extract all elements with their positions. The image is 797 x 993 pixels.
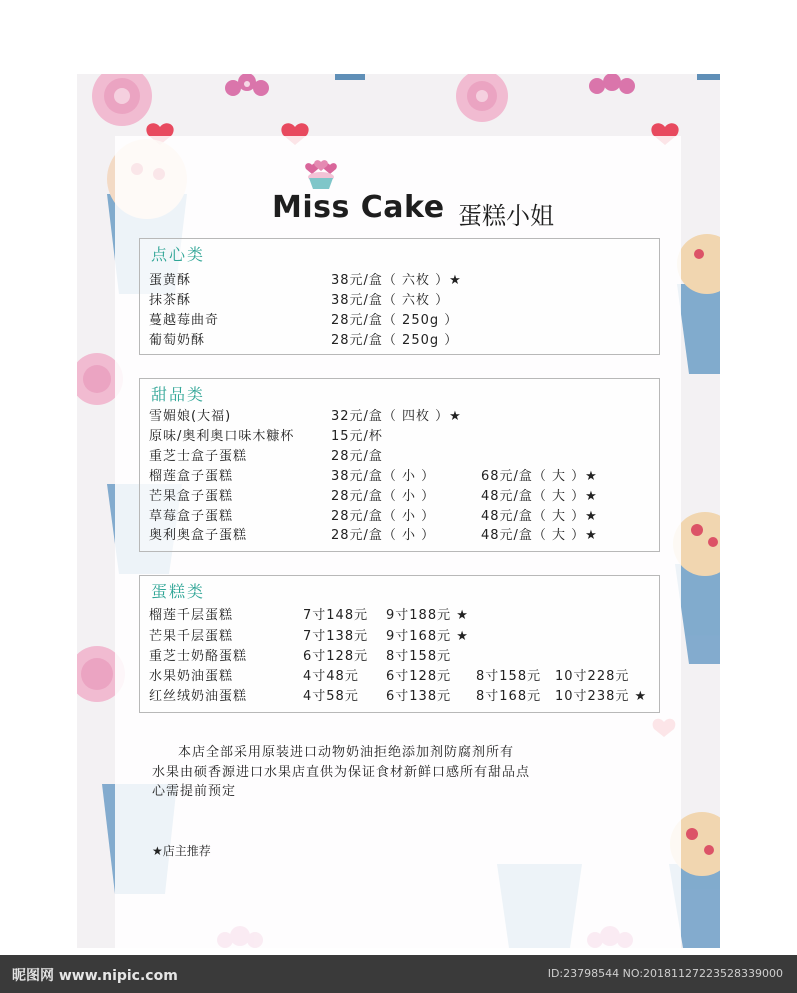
item-price-large: 48元/盒（ 大 ）★ xyxy=(481,528,598,543)
size-price: 4寸48元 xyxy=(303,669,359,684)
flower-icon xyxy=(589,74,635,94)
size-price: 8寸158元 xyxy=(476,669,542,684)
item-price: 32元/盒（ 四枚 ）★ xyxy=(331,409,462,424)
brand-title: Miss Cake xyxy=(272,190,445,225)
size-price: 8寸168元 xyxy=(476,689,542,704)
item-price-large: 48元/盒（ 大 ）★ xyxy=(481,489,598,504)
size-price: 9寸188元 ★ xyxy=(386,608,469,623)
item-name: 芒果盒子蛋糕 xyxy=(149,489,234,504)
item-name: 重芝士奶酪蛋糕 xyxy=(149,649,248,664)
item-name: 红丝绒奶油蛋糕 xyxy=(149,689,248,704)
shop-note: 心需提前预定 xyxy=(152,784,237,799)
flower-icon xyxy=(225,74,269,96)
section-title: 点心类 xyxy=(151,245,206,264)
size-price: 6寸128元 xyxy=(386,669,452,684)
item-name: 奥利奥盒子蛋糕 xyxy=(149,528,248,543)
item-price: 28元/盒（ 250g ） xyxy=(331,333,459,348)
item-price: 28元/盒（ 250g ） xyxy=(331,313,459,328)
item-price: 38元/盒（ 六枚 ）★ xyxy=(331,273,462,288)
brand-title-cn: 蛋糕小姐 xyxy=(458,202,554,230)
size-price: 8寸158元 xyxy=(386,649,452,664)
item-name: 榴莲千层蛋糕 xyxy=(149,608,234,623)
item-name: 蛋黄酥 xyxy=(149,273,192,288)
watermark-bar xyxy=(0,955,797,993)
item-name: 葡萄奶酥 xyxy=(149,333,206,348)
size-price: 6寸138元 xyxy=(386,689,452,704)
rose-icon xyxy=(92,74,152,126)
size-price: 7寸138元 xyxy=(303,629,369,644)
watermark-site: 昵图网 www.nipic.com xyxy=(12,968,178,984)
size-price: 10寸238元 ★ xyxy=(555,689,648,704)
item-price: 28元/盒（ 小 ） xyxy=(331,528,436,543)
item-price: 38元/盒（ 小 ） xyxy=(331,469,436,484)
size-price: 10寸228元 xyxy=(555,669,630,684)
item-price: 15元/杯 xyxy=(331,429,383,444)
size-price: 4寸58元 xyxy=(303,689,359,704)
cupcake-icon xyxy=(677,234,720,374)
item-name: 水果奶油蛋糕 xyxy=(149,669,234,684)
shop-note: 水果由硕香源进口水果店直供为保证食材新鲜口感所有甜品点 xyxy=(152,765,531,780)
size-price: 7寸148元 xyxy=(303,608,369,623)
cupcake-hearts-icon xyxy=(304,158,338,190)
item-name: 芒果千层蛋糕 xyxy=(149,629,234,644)
recommend-legend: ★店主推荐 xyxy=(152,844,211,858)
size-price: 6寸128元 xyxy=(303,649,369,664)
item-name: 原味/奥利奥口味木糠杯 xyxy=(149,429,295,444)
item-price: 28元/盒（ 小 ） xyxy=(331,509,436,524)
item-price: 28元/盒 xyxy=(331,449,383,464)
item-name: 榴莲盒子蛋糕 xyxy=(149,469,234,484)
shop-note: 本店全部采用原装进口动物奶油拒绝添加剂防腐剂所有 xyxy=(178,745,515,760)
section-title: 蛋糕类 xyxy=(151,582,206,601)
item-name: 抹茶酥 xyxy=(149,293,192,308)
rose-icon xyxy=(456,74,508,122)
size-price: 9寸168元 ★ xyxy=(386,629,469,644)
item-price: 28元/盒（ 小 ） xyxy=(331,489,436,504)
item-name: 重芝士盒子蛋糕 xyxy=(149,449,248,464)
item-name: 草莓盒子蛋糕 xyxy=(149,509,234,524)
item-name: 蔓越莓曲奇 xyxy=(149,313,220,328)
item-price-large: 68元/盒（ 大 ）★ xyxy=(481,469,598,484)
item-price: 38元/盒（ 六枚 ） xyxy=(331,293,450,308)
item-price-large: 48元/盒（ 大 ）★ xyxy=(481,509,598,524)
watermark-id: ID:23798544 NO:20181127223528339000 xyxy=(547,967,783,980)
item-name: 雪媚娘(大福) xyxy=(149,409,232,424)
section-title: 甜品类 xyxy=(151,385,206,404)
